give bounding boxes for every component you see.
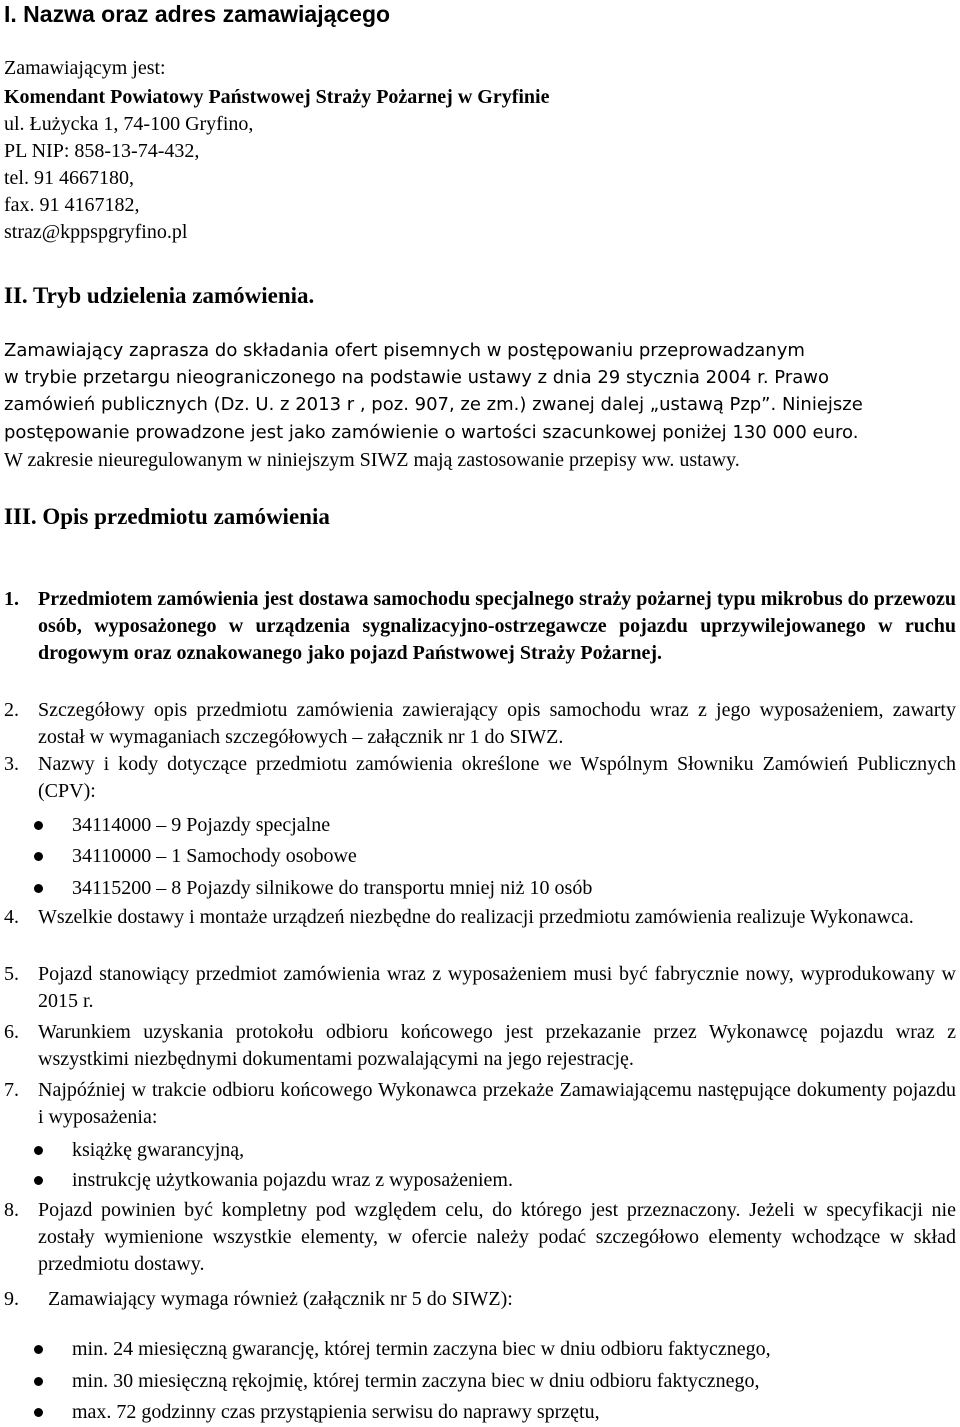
document-name: książkę gwarancyjną, xyxy=(72,1139,245,1161)
item-text: Przedmiotem zamówienia jest dostawa samochodu specjalnego straży pożarnej typu mikrobus do przewozu osób, wyposażonego w urządzenia sygnalizacyjno-ostrzegawcze pojazdu uprzywilejowanego w ruchu drogowym oraz oznakowanego jako pojazd Państwowej Straży Pożarnej. xyxy=(38,588,956,664)
item-text: Warunkiem uzyskania protokołu odbioru końcowego jest przekazanie przez Wykonawcę pojazdu wraz z wszystkimi niezbędnymi dokumentami pozwalającymi na jego rejestrację. xyxy=(38,1021,956,1070)
bullet-icon xyxy=(34,1408,43,1417)
section-heading-2: II. Tryb udzielenia zamówienia. xyxy=(4,283,315,308)
item-text: Nazwy i kody dotyczące przedmiotu zamówienia określone we Wspólnym Słowniku Zamówień Publicznych (CPV): xyxy=(38,753,956,802)
paragraph-line: postępowanie prowadzone jest jako zamówienie o wartości szacunkowej poniżej 130 000 euro. xyxy=(4,422,859,443)
warranty-term: min. 24 miesięczną gwarancję, której termin zaczyna biec w dniu odbioru faktycznego, xyxy=(72,1338,771,1360)
item-text: Zamawiający wymaga również (załącznik nr 5 do SIWZ): xyxy=(48,1288,513,1310)
item-text: Pojazd powinien być kompletny pod względem celu, do którego jest przeznaczony. Jeżeli w specyfikacji nie zostały wymienione wszystkie elementy, w ofercie należy podać szczegółowo elementy wchodzące w skład przedmiotu dostawy. xyxy=(38,1199,956,1275)
item-text: Wszelkie dostawy i montaże urządzeń niezbędne do realizacji przedmiotu zamówienia realizuje Wykonawca. xyxy=(38,906,914,928)
contact-line: Zamawiającym jest: xyxy=(4,57,166,79)
contact-email: straz@kppspgryfino.pl xyxy=(4,221,188,243)
contact-line: Komendant Powiatowy Państwowej Straży Pożarnej w Gryfinie xyxy=(4,86,550,108)
cpv-code: 34115200 – 8 Pojazdy silnikowe do transportu mniej niż 10 osób xyxy=(72,877,593,899)
item-number: 1. xyxy=(4,588,19,610)
bullet-icon xyxy=(34,821,43,830)
bullet-icon xyxy=(34,884,43,893)
paragraph-line: Zamawiający zaprasza do składania ofert pisemnych w postępowaniu przeprowadzanym xyxy=(4,340,805,361)
item-number: 5. xyxy=(4,963,19,985)
cpv-code: 34114000 – 9 Pojazdy specjalne xyxy=(72,814,331,836)
section-heading-3: III. Opis przedmiotu zamówienia xyxy=(4,504,330,529)
item-number: 2. xyxy=(4,699,19,721)
bullet-icon xyxy=(34,1176,43,1185)
item-number: 6. xyxy=(4,1021,19,1043)
item-number: 8. xyxy=(4,1199,19,1221)
contact-line: fax. 91 4167182, xyxy=(4,194,140,216)
item-text: Najpóźniej w trakcie odbioru końcowego Wykonawca przekaże Zamawiającemu następujące dokumenty pojazdu i wyposażenia: xyxy=(38,1079,956,1128)
warranty-term: min. 30 miesięczną rękojmię, której termin zaczyna biec w dniu odbioru faktycznego, xyxy=(72,1370,760,1392)
document-name: instrukcję użytkowania pojazdu wraz z wyposażeniem. xyxy=(72,1169,513,1191)
item-text: Pojazd stanowiący przedmiot zamówienia wraz z wyposażeniem musi być fabrycznie nowy, wyprodukowany w 2015 r. xyxy=(38,963,956,1012)
paragraph-line: zamówień publicznych (Dz. U. z 2013 r , poz. 907, ze zm.) zwanej dalej „ustawą Pzp”. Niniejsze xyxy=(4,394,863,415)
warranty-term: max. 72 godzinny czas przystąpienia serwisu do naprawy sprzętu, xyxy=(72,1401,600,1423)
contact-line: PL NIP: 858-13-74-432, xyxy=(4,140,200,162)
item-number: 4. xyxy=(4,906,19,928)
paragraph-line: W zakresie nieuregulowanym w niniejszym SIWZ mają zastosowanie przepisy ww. ustawy. xyxy=(4,449,740,471)
bullet-icon xyxy=(34,852,43,861)
item-number: 7. xyxy=(4,1079,19,1101)
section-heading-1: I. Nazwa oraz adres zamawiającego xyxy=(4,1,391,27)
bullet-icon xyxy=(34,1377,43,1386)
item-text: Szczegółowy opis przedmiotu zamówienia zawierający opis samochodu wraz z jego wyposażeniem, zawarty został w wymaganiach szczegółowych – załącznik nr 1 do SIWZ. xyxy=(38,699,956,748)
item-number: 9. xyxy=(4,1288,19,1310)
bullet-icon xyxy=(34,1345,43,1354)
item-number: 3. xyxy=(4,753,19,775)
contact-line: ul. Łużycka 1, 74-100 Gryfino, xyxy=(4,113,254,135)
paragraph-line: w trybie przetargu nieograniczonego na podstawie ustawy z dnia 29 stycznia 2004 r. Prawo xyxy=(4,367,829,388)
bullet-icon xyxy=(34,1146,43,1155)
cpv-code: 34110000 – 1 Samochody osobowe xyxy=(72,845,357,867)
contact-line: tel. 91 4667180, xyxy=(4,167,134,189)
